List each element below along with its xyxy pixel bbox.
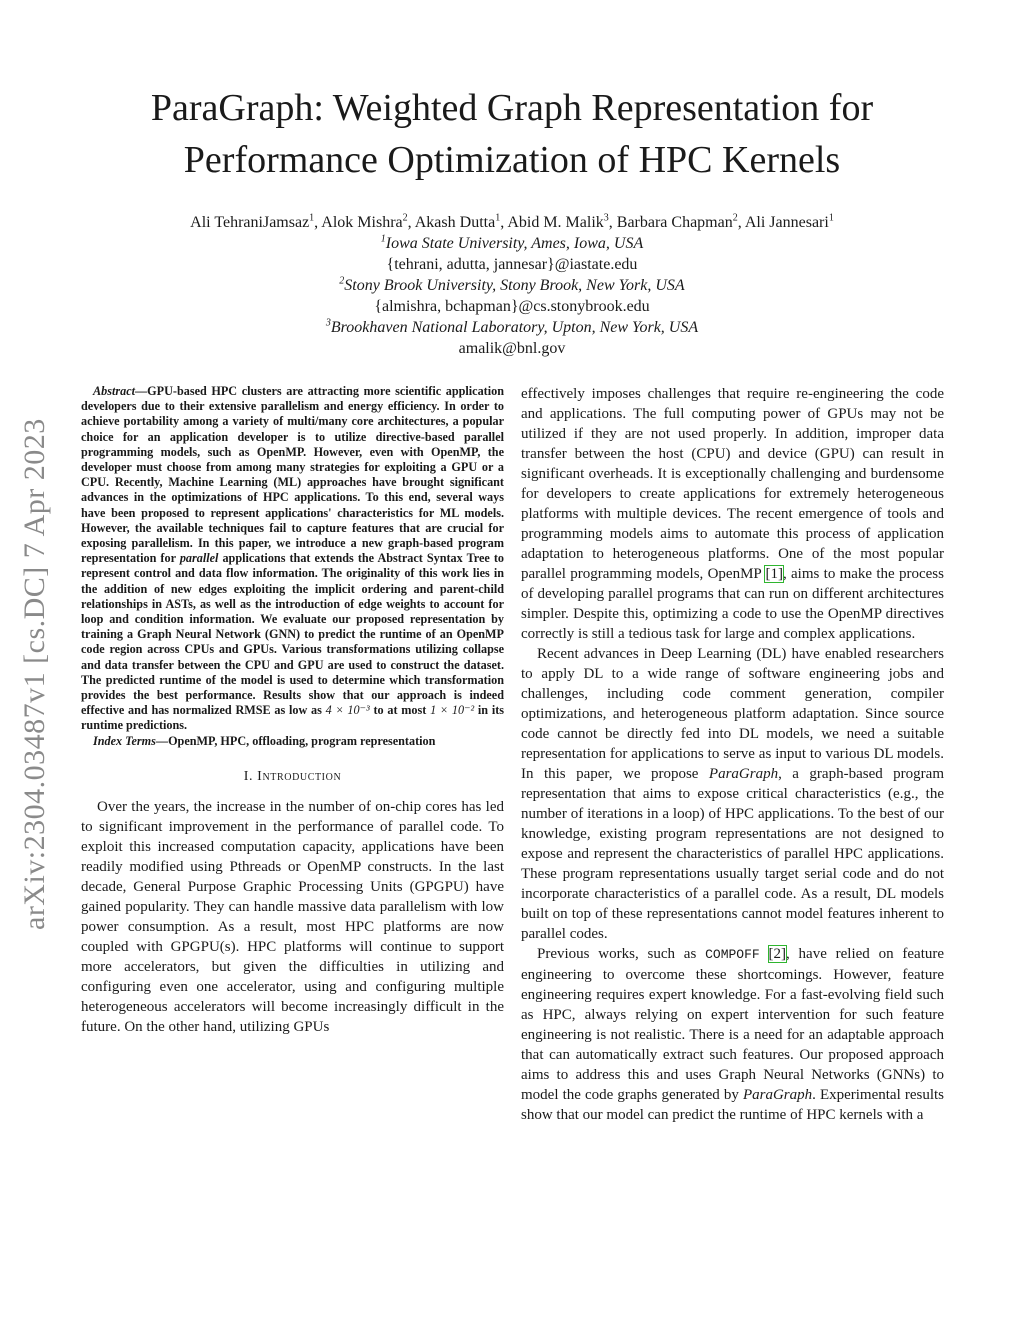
author: Alok Mishra$^2$: [321, 212, 408, 231]
intro-paragraph: Over the years, the increase in the number of on-chip cores has led to significant improvement in the performance of parallel code. To exploit this increased computation capacity, applications have been readily modified using Pthreads or OpenMP constructs. In the last decade, General Purpose Graphic Processing Units (GPGPU) have gained popularity. They can handle massive data parallelism with low power consumption. As a result, most HPC platforms are now coupled with GPGPU(s). HPC platforms will continue to support more accelerators, but given the difficulties in utilizing and configuring even one accelerator, using and configuring multiple heterogeneous accelerators will become increasingly difficult in the future. On the other hand, utilizing GPUs: [81, 798, 504, 1035]
title-block: [80, 82, 944, 359]
citation-link[interactable]: [1]: [765, 566, 783, 582]
index-terms: Index Terms—OpenMP, HPC, offloading, program representation: [93, 733, 436, 748]
section-heading-introduction: I. Introduction: [243, 768, 342, 784]
body-paragraph: Previous works, such as COMPOFF [2], have relied on feature engineering to overcome these shortcomings. However, feature engineering requires expert knowledge. For a fast-evolving field such as HPC, always relying on expert intervention for such feature engineering is not realistic. There is a need for an adaptable approach that can automatically extract such features. Our proposed approach aims to address this and uses Graph Neural Networks (GNNs) to model the code graphs generated by ParaGraph. Experimental results show that our model can predict the runtime of HPC kernels with a: [521, 946, 945, 1123]
author: Ali Jannesari$^1$: [744, 212, 834, 231]
body-paragraph: Recent advances in Deep Learning (DL) have enabled researchers to apply DL to a wide range of software engineering jobs and challenges, including code comment generation, compiler optimizations, and heterogeneous platform adaptation. Since source code cannot be directly fed into DL models, we need a suitable representation for applications to serve as input to various DL models. In this paper, we propose ParaGraph, a graph-based program representation that aims to expose critical characteristics (e.g., the number of iterations in a loop) of HPC applications. To the best of our knowledge, existing program representations are not designed to expose and represent the characteristics of parallel HPC applications. These program representations usually target serial code and do not incorporate characteristics of a parallel code. As a result, DL models built on top of these representations cannot model features inherent to parallel codes.: [521, 646, 945, 942]
affiliation: $^2$Stony Brook University, Stony Brook, New York, USA: [339, 275, 685, 294]
title-line-2: Performance Optimization of HPC Kernels: [183, 139, 841, 181]
author-block: [80, 212, 944, 359]
author: Akash Dutta$^1$: [414, 212, 501, 231]
affiliation-email: amalik@bnl.gov: [458, 340, 566, 357]
left-column: [81, 384, 504, 1037]
author-list: Ali TehraniJamsaz$^1$, Alok Mishra$^2$, Akash Dutta$^1$, Abid M. Malik$^3$, Barbara Chapman$^2$, Ali Jannesari$^1$: [190, 212, 834, 231]
arxiv-identifier: arXiv:2304.03487v1 [cs.DC] 7 Apr 2023: [18, 418, 51, 930]
citation-link[interactable]: [2]: [768, 946, 786, 962]
author: Barbara Chapman$^2$: [616, 212, 738, 231]
paper-title: [80, 82, 944, 186]
affiliation: $^3$Brookhaven National Laboratory, Upton, New York, USA: [325, 317, 699, 336]
affiliation-email: {tehrani, adutta, jannesar}@iastate.edu: [386, 256, 638, 273]
affiliation: $^1$Iowa State University, Ames, Iowa, USA: [380, 233, 644, 252]
title-line-1: ParaGraph: Weighted Graph Representation for: [150, 87, 874, 129]
body-paragraph: effectively imposes challenges that require re-engineering the code and applications. The full computing power of GPUs may not be utilized if they are not used properly. In addition, improper data transfer between the host (CPU) and device (GPU) can result in significant overheads. It is exceptionally challenging and burdensome for developers to create applications for extremely heterogeneous platforms with multiple devices. The recent emergence of tools and programming models aims to automate this process of application adaptation to heterogeneous platforms. One of the most popular parallel programming models, OpenMP [1], aims to make the process of developing parallel programs that can run on different architectures simpler. Despite this, optimizing a code to use the OpenMP directives correctly is still a tedious task for large and complex applications.: [521, 386, 944, 642]
abstract: Abstract—GPU-based HPC clusters are attracting more scientific application developers due to their extensive parallelism and energy efficiency. In order to achieve portability among a variety of multi/many core architectures, a popular choice for an application developer is to utilize directive-based parallel programming models, such as OpenMP. However, even with OpenMP, the developer must choose from among many strategies for exploiting a GPU or a CPU. Recently, Machine Learning (ML) approaches have brought significant advances in the optimizations of HPC applications. To this end, several ways have been proposed to represent applications' characteristics for ML models. However, the available techniques fail to capture features that are crucial for exposing parallelism. In this paper, we introduce a new graph-based program representation for parallel applications that extends the Abstract Syntax Tree to represent control and data flow information. The originality of this work lies in the addition of new edges exploiting the implicit ordering and parent-child relationships in ASTs, as well as the introduction of edge weights to account for loop and condition information. We evaluate our proposed representation by training a Graph Neural Network (GNN) to predict the runtime of an OpenMP code region across CPUs and GPUs. Various transformations utilizing collapse and data transfer between the CPU and GPU are used to construct the dataset. The predicted runtime of the model is used to determine which transformation provides the best performance. Results show that our approach is indeed effective and has normalized RMSE as low as 4 × 10⁻³ to at most 1 × 10⁻² in its runtime predictions.: [81, 384, 505, 733]
affiliation-email: {almishra, bchapman}@cs.stonybrook.edu: [374, 298, 650, 315]
author: Ali TehraniJamsaz$^1$: [190, 212, 315, 231]
right-column: [521, 384, 944, 1125]
author: Abid M. Malik$^3$: [507, 212, 609, 231]
